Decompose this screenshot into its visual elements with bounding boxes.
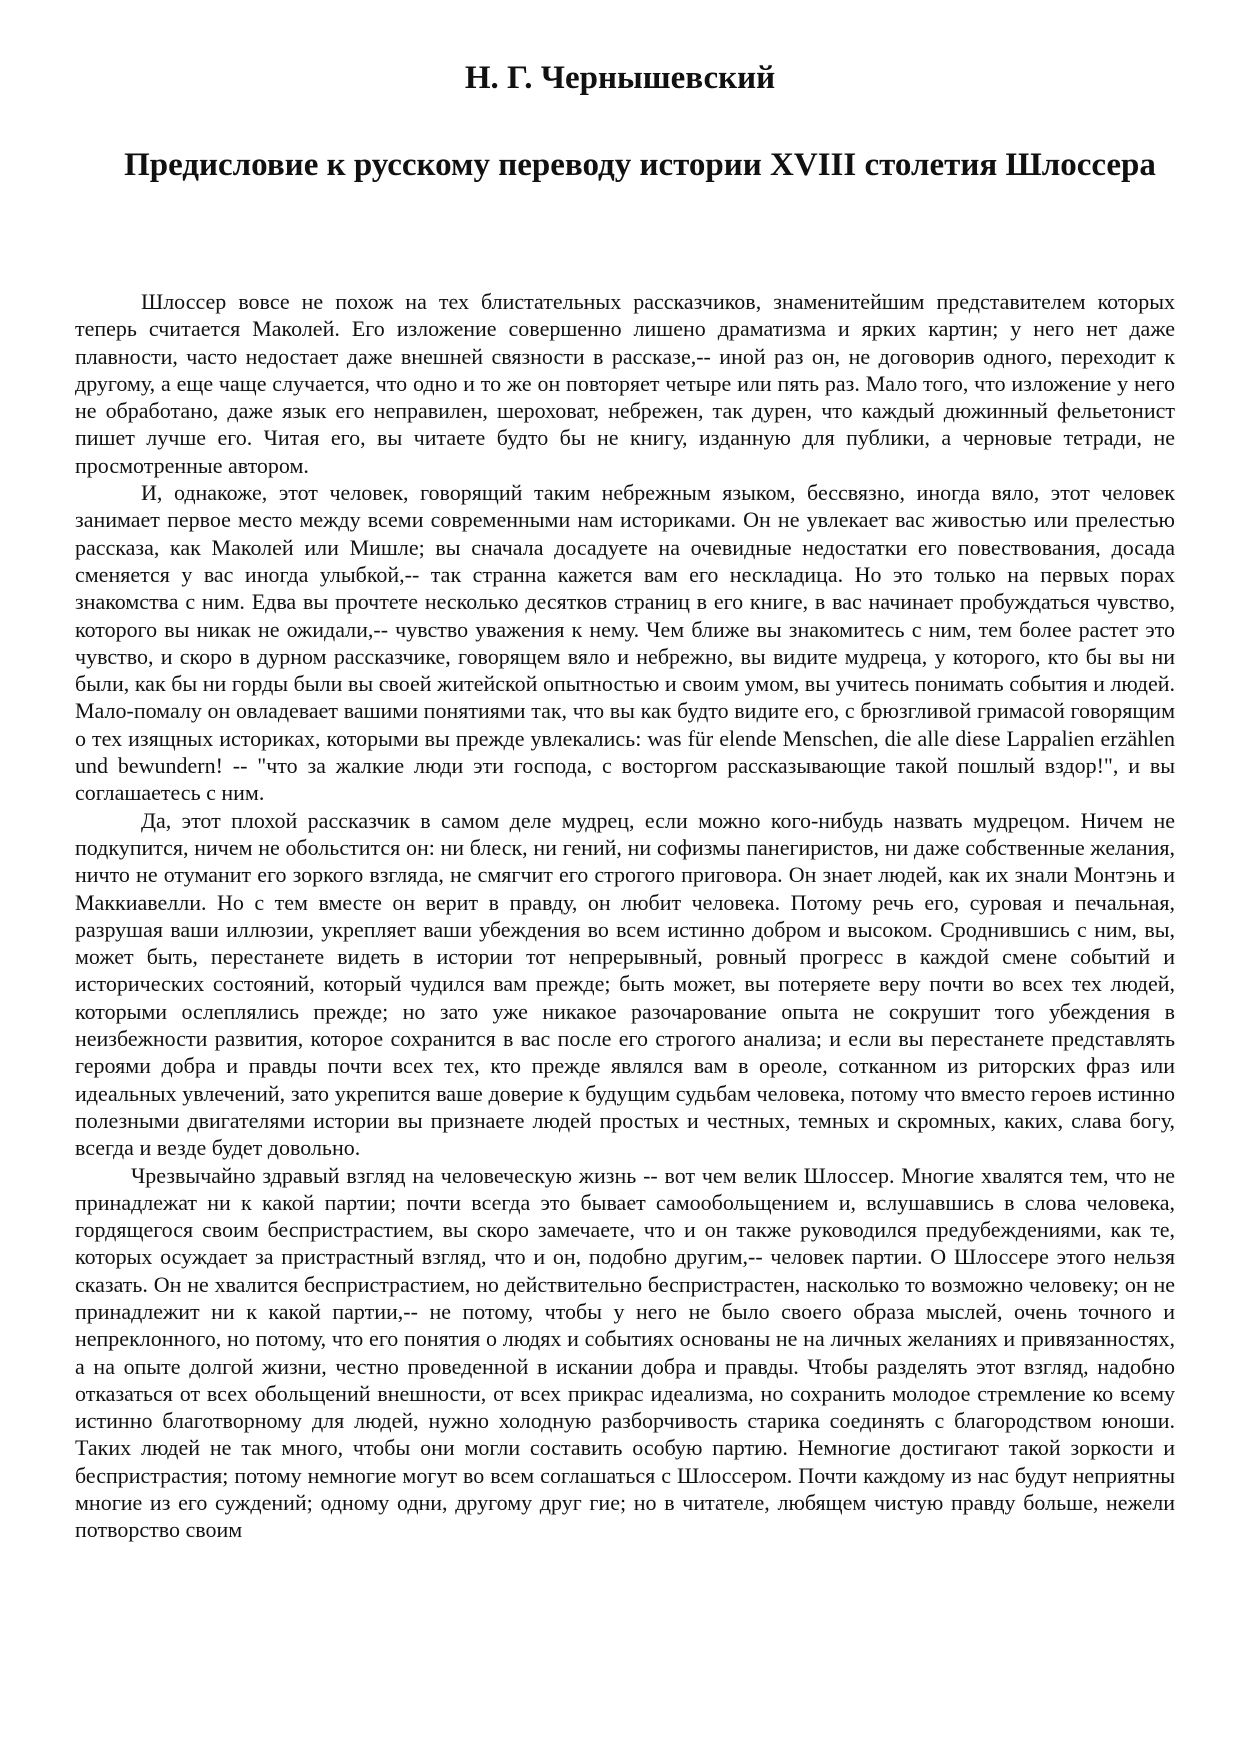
paragraph-4: Чрезвычайно здравый взгляд на человеческую жизнь -- вот чем велик Шлоссер. Многие хвалятся тем, что не принадлежат ни к какой партии; почти всегда это бывает самообольщением и, вслушавшись в слова человека, гордящегося своим беспристрастием, вы скоро замечаете, что и он также руководился предубеждениями, как те, которых осуждает за пристрастный взгляд, что и он, подобно другим,-- человек партии. О Шлоссере этого нельзя сказать. Он не хвалится беспристрастием, но действительно беспристрастен, насколько то возможно человеку; он не принадлежит ни к какой партии,-- не потому, чтобы у него не было своего образа мыслей, очень точного и непреклонного, но потому, что его понятия о людях и событиях основаны не на личных желаниях и привязанностях, а на опыте долгой жизни, честно проведенной в искании добра и правды. Чтобы разделять этот взгляд, надобно отказаться от всех обольщений внешности, от всех прикрас идеализма, но сохранить молодое стремление ко всему истинно благотворному для людей, нужно холодную разборчивость старика соединять с благородством юноши. Таких людей не так много, чтобы они могли составить особую партию. Немногие достигают такой зоркости и беспристрастия; потому немногие могут во всем соглашаться с Шлоссером. Почти каждому из нас будут неприятны многие из его суждений; одному одни, другому друг гие; но в читателе, любящем чистую правду больше, нежели потворство своим <box>75 1162 1175 1543</box>
paragraph-2: И, однакоже, этот человек, говорящий таким небрежным языком, бессвязно, иногда вяло, этот человек занимает первое место между всеми современными нам историками. Он не увлекает вас живостью или прелестью рассказа, как Маколей или Мишле; вы сначала досадуете на очевидные недостатки его повествования, досада сменяется у вас иногда улыбкой,-- так странна кажется вам его нескладица. Но это только на первых порах знакомства с ним. Едва вы прочтете несколько десятков страниц в его книге, в вас начинает пробуждаться чувство, которого вы никак не ожидали,-- чувство уважения к нему. Чем ближе вы знакомитесь с ним, тем более растет это чувство, и скоро в дурном рассказчике, говорящем вяло и небрежно, вы видите мудреца, у которого, кто бы вы ни были, как бы ни горды были вы своей житейской опытностью и своим умом, вы учитесь понимать события и людей. Мало-помалу он овладевает вашими понятиями так, что вы как будто видите его, с брюзгливой гримасой говорящим о тех изящных историках, которыми вы прежде увлекались: was für elende Menschen, die alle diese Lappalien erzählen und bewundern! -- "что за жалкие люди эти господа, с восторгом рассказывающие такой пошлый вздор!", и вы соглашаетесь с ним. <box>75 480 1175 806</box>
document-title: Предисловие к русскому переводу истории XVIII столетия Шлоссера <box>124 147 1156 183</box>
document-body <box>75 288 1175 1544</box>
paragraph-3: Да, этот плохой рассказчик в самом деле мудрец, если можно кого-нибудь назвать мудрецом. Ничем не подкупится, ничем не обольстится он: ни блеск, ни гений, ни софизмы панегиристов, ни даже собственные желания, ничто не отуманит его зоркого взгляда, не смягчит его строгого приговора. Он знает людей, как их знали Монтэнь и Маккиавелли. Но с тем вместе он верит в правду, он любит человека. Потому речь его, суровая и печальная, разрушая ваши иллюзии, укрепляет ваши убеждения во всем истинно добром и высоком. Сроднившись с ним, вы, может быть, перестанете видеть в истории тот непрерывный, ровный прогресс в каждой смене событий и исторических состояний, который чудился вам прежде; быть может, вы потеряете веру почти во всех тех людей, которыми ослеплялись прежде; но зато уже никакое разочарование опыта не сокрушит того убеждения в неизбежности развития, которое сохранится в вас после его строгого анализа; и если вы перестанете представлять героями добра и правды почти всех тех, кто прежде являлся вам в ореоле, сотканном из риторских фраз или идеальных увлечений, зато укрепится ваше доверие к будущим судьбам человека, потому что вместо героев истинно полезными двигателями истории вы признаете людей простых и честных, темных и скромных, каких, слава богу, всегда и везде будет довольно. <box>75 807 1175 1161</box>
paragraph-1: Шлоссер вовсе не похож на тех блистательных рассказчиков, знаменитейшим представителем которых теперь считается Маколей. Его изложение совершенно лишено драматизма и ярких картин; у него нет даже плавности, часто недостает даже внешней связности в рассказе,-- иной раз он, не договорив одного, переходит к другому, а еще чаще случается, что одно и то же он повторяет четыре или пять раз. Мало того, что изложение у него не обработано, даже язык его неправилен, шероховат, небрежен, так дурен, что каждый дюжинный фельетонист пишет лучше его. Читая его, вы читаете будто бы не книгу, изданную для публики, а черновые тетради, не просмотренные автором. <box>75 289 1175 478</box>
author-name: Н. Г. Чернышевский <box>464 60 776 96</box>
